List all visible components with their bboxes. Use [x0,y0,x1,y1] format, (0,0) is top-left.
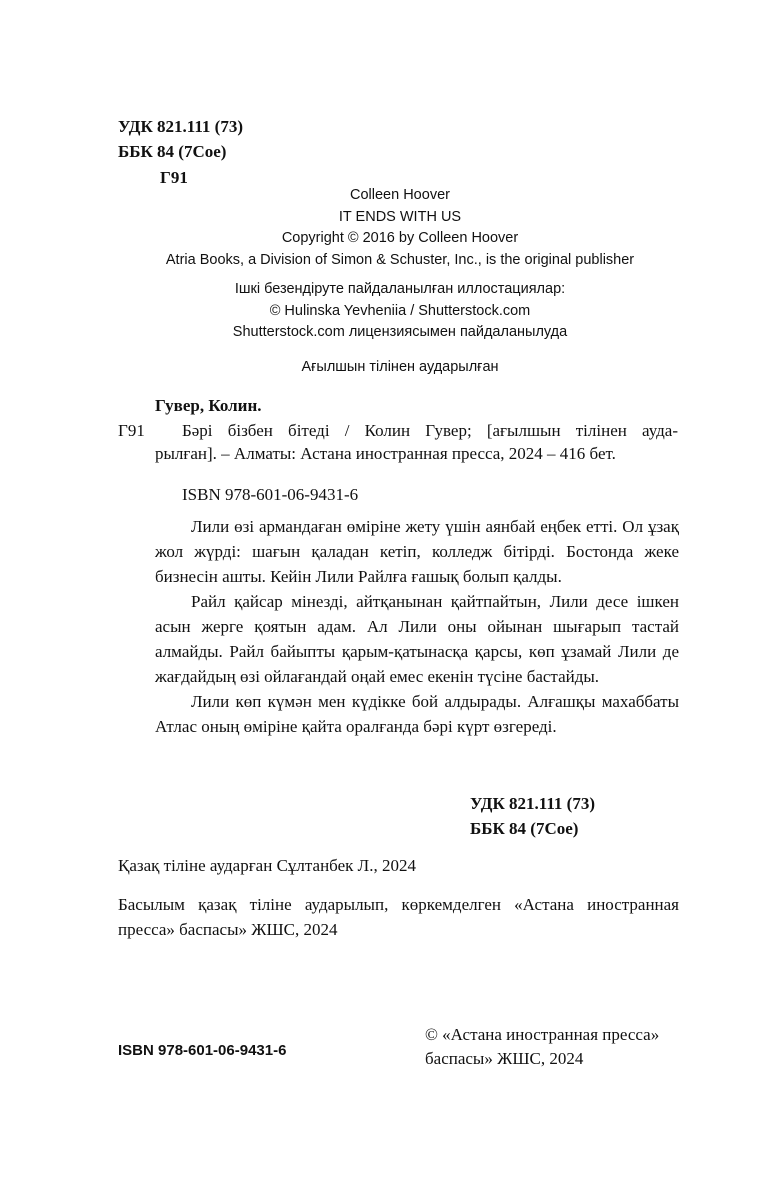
footer-copyright-line-1: © «Астана иностранная пресса» [425,1025,660,1044]
udk-code-bottom: УДК 821.111 (73) [470,794,595,813]
illustrations-credit [100,279,700,344]
original-author: Colleen Hoover [350,187,450,203]
catalog-isbn: ISBN 978-601-06-9431-6 [182,485,359,504]
catalog-code: Г91 [118,421,145,440]
illustrations-line-3: Shutterstock.com лицензиясымен пайдаланылуда [232,324,568,340]
original-copyright: Copyright © 2016 by Colleen Hoover [281,230,519,246]
annotation-paragraph-2: Райл қайсар мінезді, айтқанынан қайтпайтын, Лили десе ішкен асын жерге қоятын адам. Ал Лили оны ойынан шығарып тастай алмайды. Райл байыпты қарым-қатынасқа қарсы, көп ұзамай Лили де жағдайдың өзі ойлағандай оңай емес екенін түсіне бастайды. [155,592,679,686]
edition-note: Басылым қазақ тіліне аударылып, көркемделген «Астана иностранная пресса» баспасы» ЖШС, 2024 [118,895,679,939]
publisher-note: Atria Books, a Division of Simon & Schuster, Inc., is the original publisher [165,251,635,268]
original-title: IT ENDS WITH US [338,208,462,225]
bbk-code-bottom: ББК 84 (7Сое) [470,819,579,838]
author-code: Г91 [160,168,188,187]
catalog-description-line-2: рылған]. – Алматы: Астана иностранная пресса, 2024 – 416 бет. [155,444,616,463]
udk-code: УДК 821.111 (73) [118,117,243,136]
annotation-paragraph-1: Лили өзі армандаған өміріне жету үшін аянбай еңбек етті. Ол ұзақ жол жүрді: шағын қаладан кетіп, колледж бітірді. Бостонда жеке бизнесін ашты. Кейін Лили Райлға ғашық болып қалды. [155,517,679,586]
illustrations-line-2: © Hulinska Yevheniia / Shutterstock.com [269,302,531,319]
annotation [155,514,679,739]
footer-copyright-line-2: баспасы» ЖШС, 2024 [425,1049,584,1068]
footer-isbn: ISBN 978-601-06-9431-6 [118,1042,287,1059]
translated-from: Ағылшын тілінен аударылған [301,359,499,375]
original-edition-info [100,185,700,271]
catalog-description-line-1: Бәрі бізбен бітеді / Колин Гувер; [ағылшын тілінен ауда- [182,421,678,440]
translator-credit: Қазақ тіліне аударған Сұлтанбек Л., 2024 [118,856,416,875]
illustrations-line-1: Ішкі безендіруте пайдаланылған иллостациялар: [234,281,566,297]
catalog-author-heading: Гувер, Колин. [155,396,262,415]
annotation-paragraph-3: Лили көп күмән мен күдікке бой алдырады. Алғашқы махаббаты Атлас оның өміріне қайта оралғанда бәрі күрт өзгереді. [155,692,679,736]
bbk-code: ББК 84 (7Сое) [118,142,227,161]
